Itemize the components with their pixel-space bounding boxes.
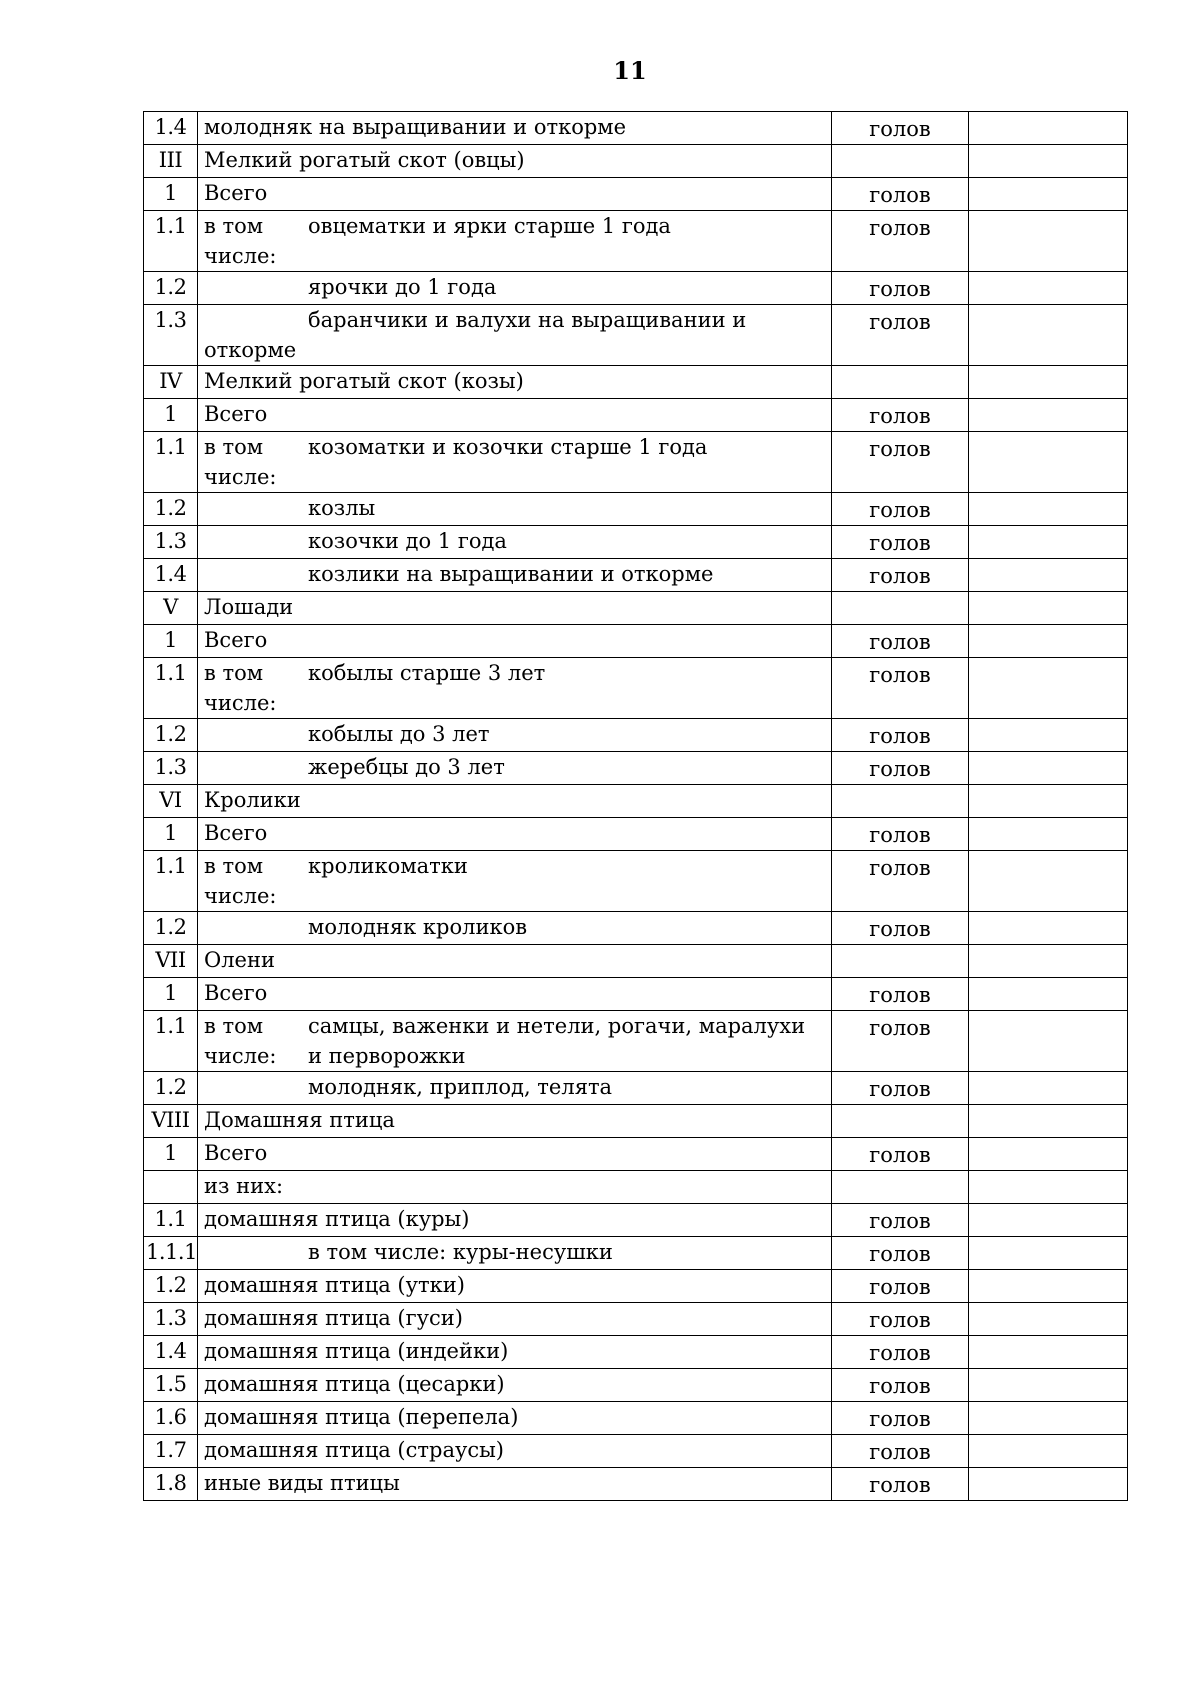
row-value-cell[interactable]	[969, 1011, 1128, 1072]
row-name: молодняк на выращивании и откорме	[204, 115, 627, 139]
row-number: 1.3	[144, 1303, 198, 1336]
row-number: 1.1.1	[144, 1237, 198, 1270]
row-number: 1.3	[144, 526, 198, 559]
row-unit: голов	[832, 1237, 969, 1270]
row-number: 1.1	[144, 432, 198, 493]
table-row	[144, 1072, 1128, 1105]
table-row	[144, 1468, 1128, 1501]
row-number: 1.5	[144, 1369, 198, 1402]
row-value-cell[interactable]	[969, 625, 1128, 658]
row-unit: голов	[832, 178, 969, 211]
table-row	[144, 1369, 1128, 1402]
row-value-cell[interactable]	[969, 592, 1128, 625]
row-name: домашняя птица (индейки)	[204, 1339, 509, 1363]
row-value-cell[interactable]	[969, 526, 1128, 559]
row-number: 1.2	[144, 912, 198, 945]
row-unit: голов	[832, 305, 969, 366]
row-unit: голов	[832, 399, 969, 432]
row-value-cell[interactable]	[969, 145, 1128, 178]
row-name-cell	[198, 366, 832, 399]
row-name: домашняя птица (куры)	[204, 1207, 470, 1231]
table-row	[144, 1402, 1128, 1435]
table-body	[144, 112, 1128, 1501]
row-unit: голов	[832, 112, 969, 145]
row-name: Домашняя птица	[204, 1108, 395, 1132]
row-name: козоматки и козочки старше 1 года	[308, 435, 708, 459]
row-name-cell	[198, 1468, 832, 1501]
row-unit: голов	[832, 719, 969, 752]
row-number: 1	[144, 1138, 198, 1171]
table-row	[144, 752, 1128, 785]
row-value-cell[interactable]	[969, 1336, 1128, 1369]
row-name: домашняя птица (страусы)	[204, 1438, 504, 1462]
row-name-cell	[198, 1435, 832, 1468]
row-number: 1.4	[144, 1336, 198, 1369]
row-name-cell	[198, 178, 832, 211]
table-row	[144, 945, 1128, 978]
row-prefix: в том числе:	[204, 661, 277, 715]
table-row	[144, 1435, 1128, 1468]
row-number: 1.1	[144, 658, 198, 719]
row-name-cell	[198, 1402, 832, 1435]
table-row	[144, 399, 1128, 432]
row-name-cell	[198, 945, 832, 978]
row-name: кроликоматки	[308, 854, 468, 878]
row-name: Мелкий рогатый скот (козы)	[204, 369, 524, 393]
row-unit: голов	[832, 851, 969, 912]
row-number: 1.8	[144, 1468, 198, 1501]
table-row	[144, 592, 1128, 625]
row-unit: голов	[832, 1402, 969, 1435]
row-name: иные виды птицы	[204, 1471, 400, 1495]
row-value-cell[interactable]	[969, 1204, 1128, 1237]
row-number: 1	[144, 818, 198, 851]
row-name: кобылы старше 3 лет	[308, 661, 546, 685]
row-value-cell[interactable]	[969, 399, 1128, 432]
row-name: козочки до 1 года	[308, 529, 507, 553]
row-number: 1.7	[144, 1435, 198, 1468]
row-name: из них:	[204, 1174, 284, 1198]
row-name-cell	[198, 1237, 832, 1270]
table-row	[144, 1204, 1128, 1237]
row-unit: голов	[832, 1369, 969, 1402]
row-number: IV	[144, 366, 198, 399]
row-number: 1.2	[144, 493, 198, 526]
row-value-cell[interactable]	[969, 978, 1128, 1011]
row-number: 1.2	[144, 719, 198, 752]
row-number: 1.1	[144, 1011, 198, 1072]
row-name-cell	[198, 592, 832, 625]
row-name-cell	[198, 559, 832, 592]
row-name: Всего	[204, 181, 268, 205]
row-name-cell	[198, 752, 832, 785]
row-value-cell[interactable]	[969, 785, 1128, 818]
row-number: 1.3	[144, 752, 198, 785]
row-name: домашняя птица (цесарки)	[204, 1372, 505, 1396]
row-value-cell[interactable]	[969, 272, 1128, 305]
row-number	[144, 1171, 198, 1204]
row-name: в том числе: куры-несушки	[308, 1240, 613, 1264]
table-row	[144, 145, 1128, 178]
row-unit: голов	[832, 978, 969, 1011]
row-value-cell[interactable]	[969, 1270, 1128, 1303]
row-name: домашняя птица (перепела)	[204, 1405, 519, 1429]
row-unit: голов	[832, 526, 969, 559]
row-value-cell[interactable]	[969, 493, 1128, 526]
table-row	[144, 658, 1128, 719]
row-value-cell[interactable]	[969, 305, 1128, 366]
table-row	[144, 1171, 1128, 1204]
row-unit	[832, 592, 969, 625]
row-name-cell	[198, 851, 832, 912]
row-number: 1	[144, 178, 198, 211]
row-number: 1.2	[144, 1270, 198, 1303]
row-value-cell[interactable]	[969, 658, 1128, 719]
row-number: 1	[144, 625, 198, 658]
table-row	[144, 1237, 1128, 1270]
row-name-cell	[198, 1105, 832, 1138]
row-name: жеребцы до 3 лет	[308, 755, 505, 779]
row-name: ярочки до 1 года	[308, 275, 497, 299]
row-name: Всего	[204, 821, 268, 845]
row-value-cell[interactable]	[969, 1171, 1128, 1204]
row-value-cell[interactable]	[969, 1402, 1128, 1435]
row-number: 1	[144, 978, 198, 1011]
row-name-cell	[198, 305, 832, 366]
row-name-cell	[198, 719, 832, 752]
row-unit	[832, 145, 969, 178]
row-number: 1	[144, 399, 198, 432]
row-name-cell	[198, 625, 832, 658]
row-value-cell[interactable]	[969, 211, 1128, 272]
row-name-cell	[198, 658, 832, 719]
row-value-cell[interactable]	[969, 1072, 1128, 1105]
row-number: 1.4	[144, 559, 198, 592]
row-name: домашняя птица (гуси)	[204, 1306, 463, 1330]
row-prefix: в том числе:	[204, 214, 277, 268]
row-value-cell[interactable]	[969, 752, 1128, 785]
row-unit	[832, 366, 969, 399]
row-unit: голов	[832, 912, 969, 945]
row-unit: голов	[832, 752, 969, 785]
row-value-cell[interactable]	[969, 1435, 1128, 1468]
page-number: 11	[613, 56, 647, 85]
table-row	[144, 366, 1128, 399]
row-value-cell[interactable]	[969, 112, 1128, 145]
table-row	[144, 719, 1128, 752]
row-unit: голов	[832, 818, 969, 851]
row-name-cell	[198, 785, 832, 818]
row-number: 1.2	[144, 272, 198, 305]
table-row	[144, 978, 1128, 1011]
row-name-cell	[198, 1138, 832, 1171]
row-name-cell	[198, 818, 832, 851]
table-row	[144, 1336, 1128, 1369]
row-number: VII	[144, 945, 198, 978]
row-name: молодняк кроликов	[308, 915, 528, 939]
row-unit: голов	[832, 658, 969, 719]
row-unit	[832, 785, 969, 818]
row-value-cell[interactable]	[969, 818, 1128, 851]
row-name: кобылы до 3 лет	[308, 722, 490, 746]
row-name-cell	[198, 1204, 832, 1237]
row-name: Лошади	[204, 595, 294, 619]
row-unit: голов	[832, 211, 969, 272]
row-unit: голов	[832, 1336, 969, 1369]
row-name: Мелкий рогатый скот (овцы)	[204, 148, 525, 172]
row-name: Всего	[204, 628, 268, 652]
row-value-cell[interactable]	[969, 1303, 1128, 1336]
table-row	[144, 211, 1128, 272]
row-name-cell	[198, 493, 832, 526]
row-number: 1.1	[144, 851, 198, 912]
row-name-cell	[198, 1072, 832, 1105]
row-unit	[832, 1171, 969, 1204]
row-unit: голов	[832, 1138, 969, 1171]
row-unit: голов	[832, 1204, 969, 1237]
row-name-cell	[198, 1336, 832, 1369]
row-value-cell[interactable]	[969, 1369, 1128, 1402]
row-unit: голов	[832, 272, 969, 305]
row-name-cell	[198, 1303, 832, 1336]
row-name-cell	[198, 432, 832, 493]
row-unit: голов	[832, 1270, 969, 1303]
row-number: 1.3	[144, 305, 198, 366]
table-row	[144, 625, 1128, 658]
row-name: Всего	[204, 402, 268, 426]
table-row	[144, 1011, 1128, 1072]
row-unit: голов	[832, 1468, 969, 1501]
table-row	[144, 1303, 1128, 1336]
table-row	[144, 559, 1128, 592]
row-name: овцематки и ярки старше 1 года	[308, 214, 671, 238]
row-unit: голов	[832, 625, 969, 658]
row-name-cell	[198, 1171, 832, 1204]
table-row	[144, 112, 1128, 145]
row-name-cell	[198, 526, 832, 559]
table-row	[144, 851, 1128, 912]
row-unit: голов	[832, 493, 969, 526]
row-name-cell	[198, 272, 832, 305]
table-row	[144, 1138, 1128, 1171]
row-name-cell	[198, 211, 832, 272]
row-value-cell[interactable]	[969, 559, 1128, 592]
table-row	[144, 912, 1128, 945]
row-unit: голов	[832, 432, 969, 493]
table-row	[144, 785, 1128, 818]
row-name: Всего	[204, 981, 268, 1005]
livestock-table	[143, 111, 1128, 1501]
table-row	[144, 305, 1128, 366]
row-unit: голов	[832, 1011, 969, 1072]
row-value-cell[interactable]	[969, 945, 1128, 978]
row-value-cell[interactable]	[969, 1138, 1128, 1171]
row-number: VI	[144, 785, 198, 818]
row-name-cell	[198, 1270, 832, 1303]
row-name: Олени	[204, 948, 275, 972]
row-unit: голов	[832, 1435, 969, 1468]
row-prefix: в том числе:	[204, 1014, 277, 1068]
row-name: молодняк, приплод, телята	[308, 1075, 613, 1099]
row-name: козлики на выращивании и откорме	[308, 562, 714, 586]
row-name-cell	[198, 1369, 832, 1402]
table-row	[144, 1105, 1128, 1138]
row-number: 1.4	[144, 112, 198, 145]
row-unit: голов	[832, 559, 969, 592]
row-value-cell[interactable]	[969, 432, 1128, 493]
row-value-cell[interactable]	[969, 366, 1128, 399]
row-unit	[832, 1105, 969, 1138]
row-name-cell	[198, 399, 832, 432]
row-unit	[832, 945, 969, 978]
row-name-cell	[198, 978, 832, 1011]
row-prefix: в том числе:	[204, 854, 277, 908]
row-name-cell	[198, 1011, 832, 1072]
row-number: 1.1	[144, 211, 198, 272]
table-row	[144, 818, 1128, 851]
row-number: VIII	[144, 1105, 198, 1138]
row-prefix: в том числе:	[204, 435, 277, 489]
table-row	[144, 432, 1128, 493]
row-value-cell[interactable]	[969, 912, 1128, 945]
row-name: Кролики	[204, 788, 301, 812]
row-unit: голов	[832, 1072, 969, 1105]
table-row	[144, 178, 1128, 211]
row-number: V	[144, 592, 198, 625]
row-name: самцы, важенки и нетели, рогачи, маралухи и перворожки	[308, 1014, 806, 1068]
row-number: III	[144, 145, 198, 178]
row-name: баранчики и валухи на выращивании и откорме	[204, 308, 747, 362]
row-name: Всего	[204, 1141, 268, 1165]
row-value-cell[interactable]	[969, 851, 1128, 912]
row-name-cell	[198, 112, 832, 145]
row-value-cell[interactable]	[969, 178, 1128, 211]
row-number: 1.6	[144, 1402, 198, 1435]
row-name-cell	[198, 145, 832, 178]
row-value-cell[interactable]	[969, 1105, 1128, 1138]
row-name: козлы	[308, 496, 376, 520]
table-row	[144, 272, 1128, 305]
table-row	[144, 526, 1128, 559]
row-name-cell	[198, 912, 832, 945]
table-row	[144, 493, 1128, 526]
row-number: 1.1	[144, 1204, 198, 1237]
row-value-cell[interactable]	[969, 1468, 1128, 1501]
row-name: домашняя птица (утки)	[204, 1273, 465, 1297]
row-unit: голов	[832, 1303, 969, 1336]
row-number: 1.2	[144, 1072, 198, 1105]
table-row	[144, 1270, 1128, 1303]
row-value-cell[interactable]	[969, 1237, 1128, 1270]
row-value-cell[interactable]	[969, 719, 1128, 752]
